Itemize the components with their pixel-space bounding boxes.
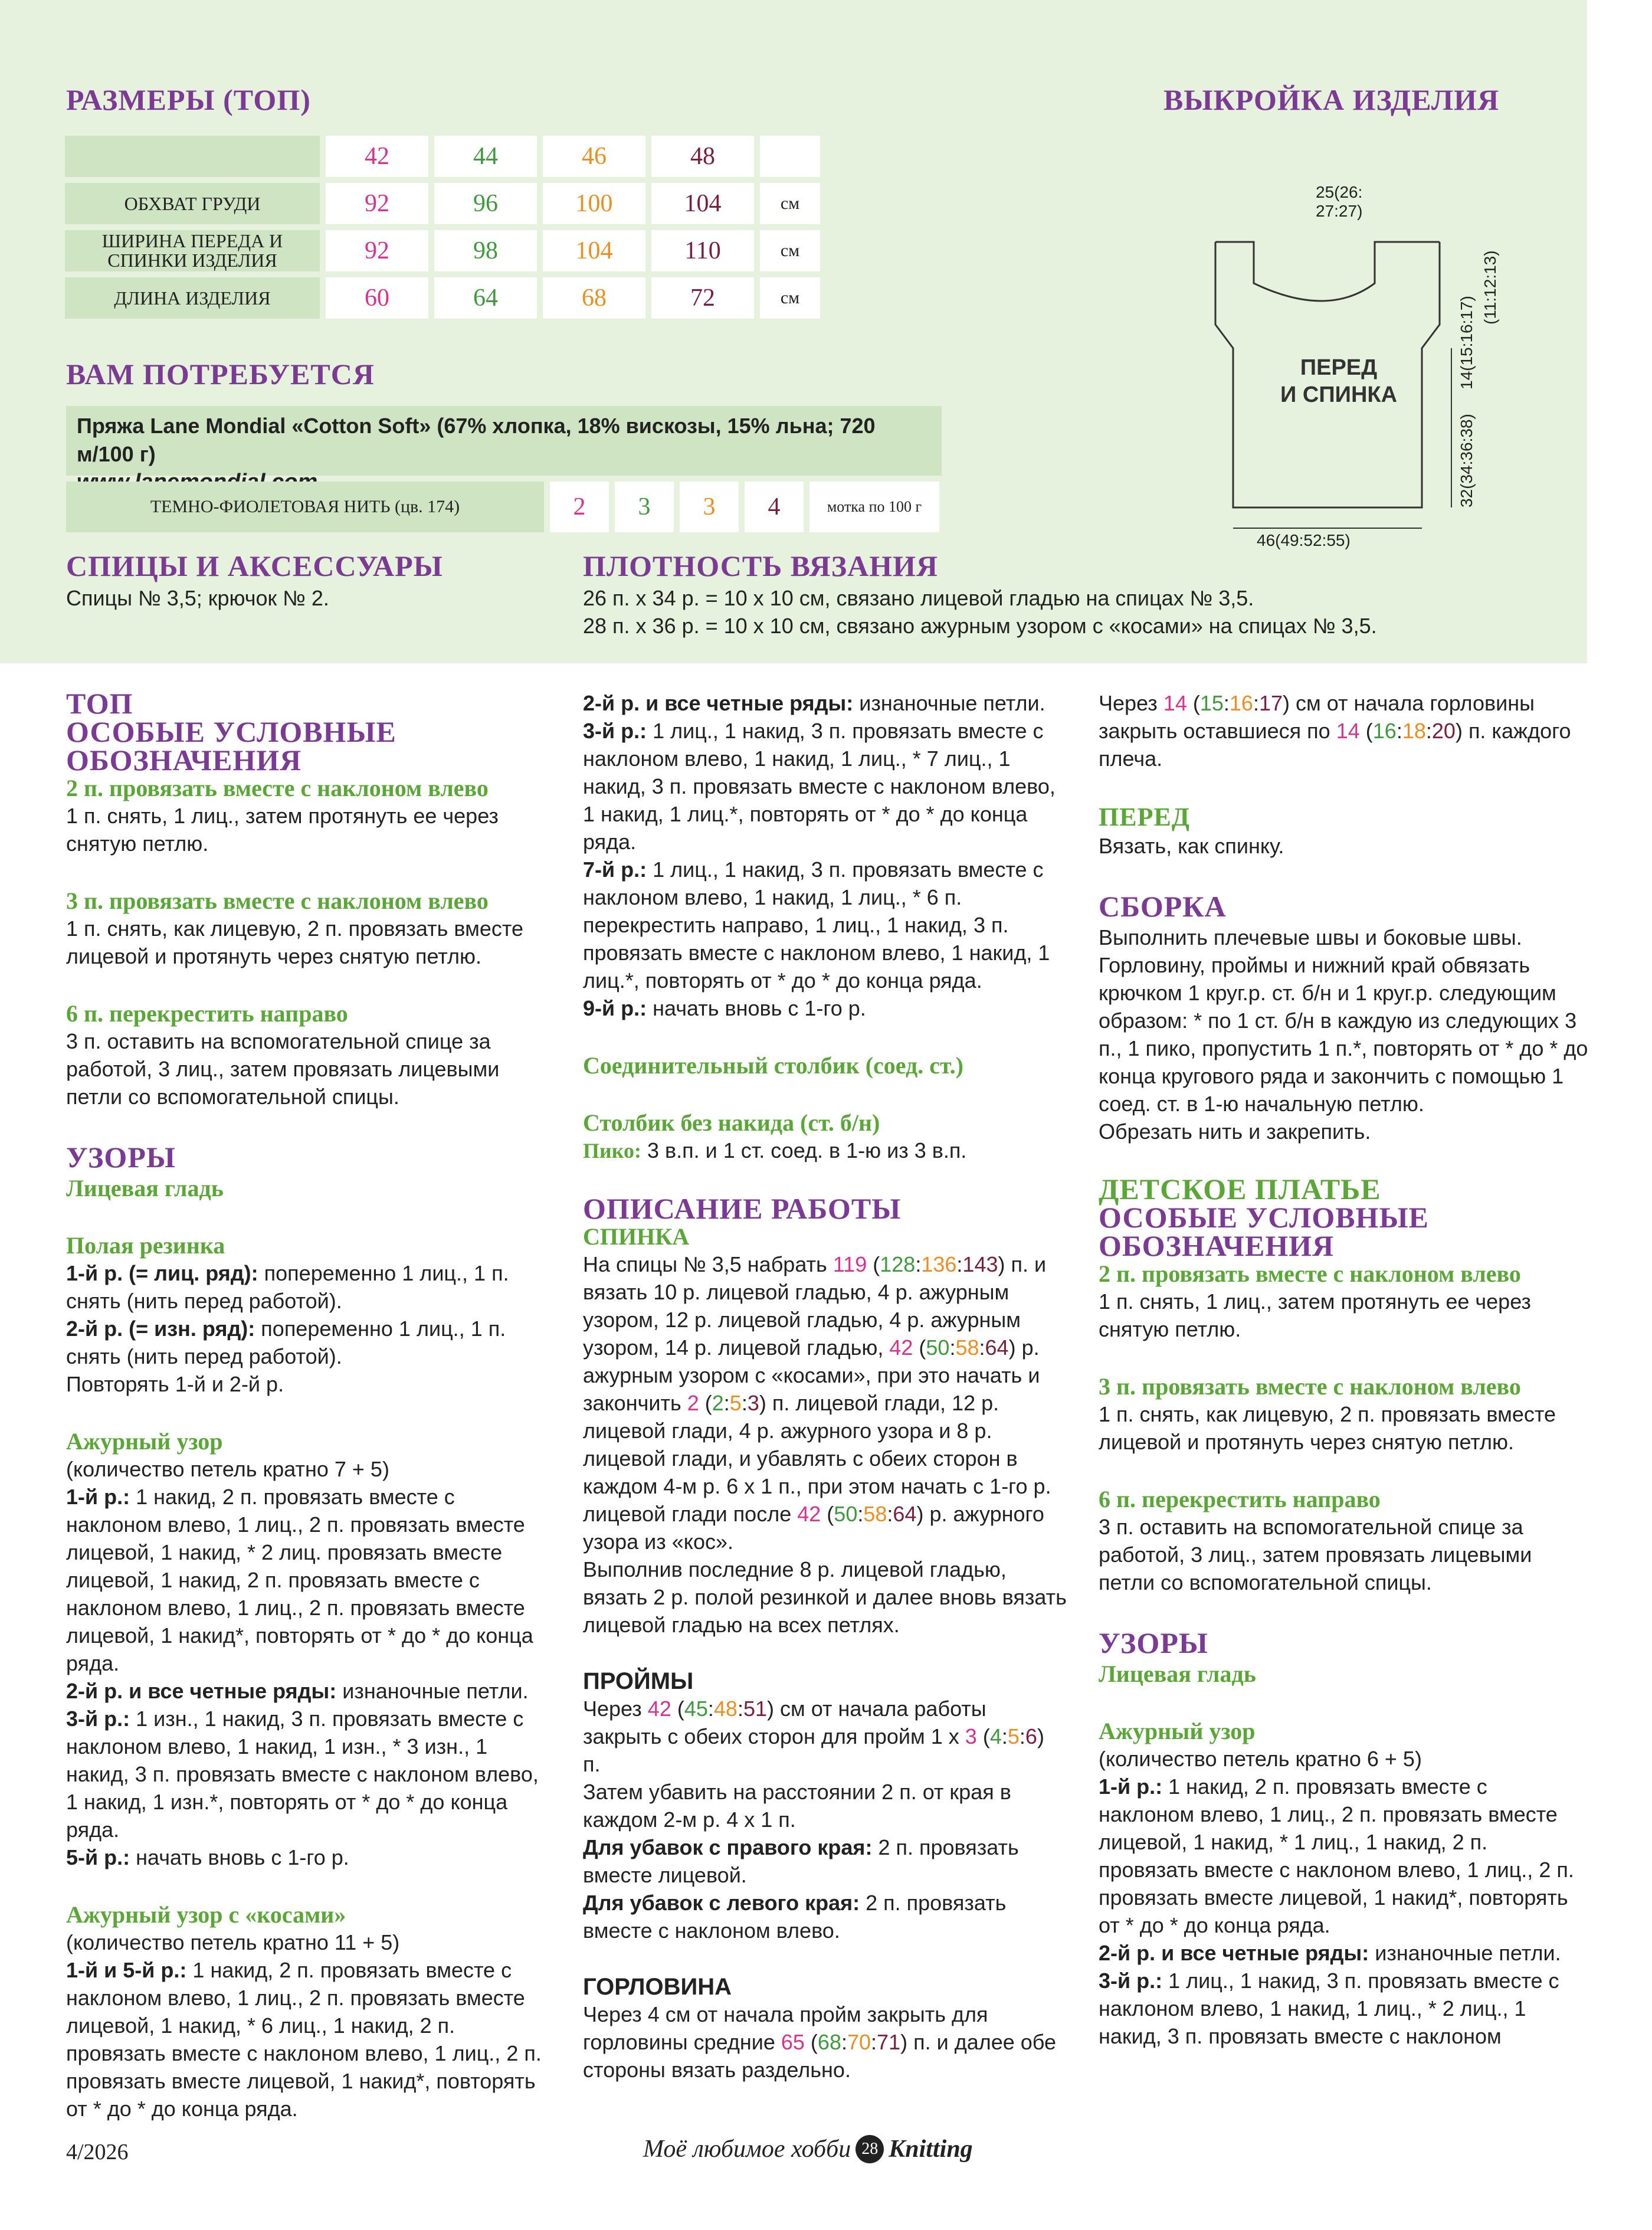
- k3tog-title-2: 3 п. провязать вместе с наклоном влево: [1099, 1373, 1521, 1400]
- c2-row-7-label: 7-й р.:: [583, 857, 647, 882]
- c2-row-9: [583, 994, 1067, 1022]
- thread-qty: 3: [615, 482, 674, 532]
- c2-row-3-text: 1 лиц., 1 накид, 3 п. провязать вместе с наклоном влево, 1 накид, 1 лиц., * 7 лиц., 1 накид, 3 п. провязать вместе с наклоном влево, 1 накид, 1 лиц.*, повторять от * до * до конца ряда.: [583, 719, 1056, 854]
- thread-qty: 2: [550, 482, 609, 532]
- stockinette-title: Лицевая гладь: [66, 1175, 224, 1201]
- size-header: 44: [434, 136, 537, 177]
- diagram-neck-height: 14(15:16:17): [1457, 296, 1476, 389]
- num: 64: [893, 1502, 917, 1526]
- work-title: ОПИСАНИЕ РАБОТЫ: [583, 1192, 902, 1225]
- page-number: 28: [856, 2135, 884, 2163]
- c2-row-9-text: начать вновь с 1-го р.: [653, 996, 866, 1020]
- lace-row-1: [66, 1483, 550, 1677]
- gauge-line: 28 п. х 36 р. = 10 х 10 см, связано ажурным узором с «косами» на спицах № 3,5.: [583, 614, 1377, 638]
- num: 143: [962, 1252, 998, 1276]
- unit-cell: см: [760, 183, 820, 224]
- sizes-title: РАЗМЕРЫ (ТОП): [66, 83, 311, 116]
- neck-text-2: п. и далее обе стороны вязать раздельно.: [583, 2030, 1057, 2082]
- diagram-neck: [1316, 183, 1362, 221]
- sizes-table: [59, 130, 826, 325]
- arm-left-text: 2 п. провязать вместе с наклоном влево.: [583, 1891, 1007, 1943]
- lace-title-2: Ажурный узор: [1099, 1718, 1256, 1744]
- assembly-text-2: Обрезать нить и закрепить.: [1099, 1119, 1371, 1144]
- lace-multiple-2: (количество петель кратно 6 + 5): [1099, 1747, 1422, 1771]
- legend-title-2: ОСОБЫЕ УСЛОВНЫЕ ОБОЗНАЧЕНИЯ: [1099, 1201, 1429, 1262]
- num: 14: [1336, 719, 1360, 743]
- c2-row-2-label: 2-й р. и все четные ряды:: [583, 691, 854, 715]
- patterns-title: УЗОРЫ: [66, 1141, 176, 1174]
- neck-text-1: Через 4 см от начала пройм закрыть для горловины средние: [583, 2002, 988, 2054]
- thread-row: [66, 482, 939, 532]
- back-text-2: п. и вязать 10 р. лицевой гладью, 4 р. ажурным узором, 12 р. лицевой гладью, 4 р. ажурным узором, 14 р. лицевой гладью,: [583, 1252, 1047, 1360]
- lace-multiple: (количество петель кратно 7 + 5): [66, 1457, 389, 1481]
- k2tog-text-2: 1 п. снять, 1 лиц., затем протянуть ее через снятую петлю.: [1099, 1289, 1531, 1341]
- rib-row-1-label: 1-й р. (= лиц. ряд):: [66, 1261, 258, 1285]
- num: 68: [817, 2030, 841, 2054]
- picot-text: 3 в.п. и 1 ст. соед. в 1-ю из 3 в.п.: [647, 1138, 967, 1163]
- lace-row-5: [66, 1843, 550, 1871]
- table-row: [65, 183, 820, 224]
- num: 51: [743, 1697, 768, 1721]
- cable-row-1: [66, 1956, 550, 2123]
- cell-value: 68: [543, 277, 645, 319]
- cell-value: 96: [434, 183, 537, 224]
- issue-number: 4/2026: [66, 2140, 129, 2164]
- num: 14: [1163, 691, 1187, 715]
- lace2-row-2: [1099, 1939, 1588, 1967]
- arm-text-3: п.: [583, 1752, 601, 1776]
- arm-left-label: Для убавок с левого края:: [583, 1891, 860, 1915]
- cell-value: 92: [326, 230, 428, 271]
- cable-title: Ажурный узор с «косами»: [66, 1901, 346, 1928]
- column-1: [66, 689, 550, 2123]
- arm-text: Через 42 (45:48:51) см от начала работы закрыть с обеих сторон для пройм 1 х 3 (4:5:6) п.: [583, 1697, 1044, 1776]
- num: 42: [889, 1335, 913, 1360]
- arm-right-text: 2 п. провязать вместе лицевой.: [583, 1835, 1019, 1887]
- back-title: СПИНКА: [583, 1223, 690, 1250]
- yarn-line: Пряжа Lane Mondial «Cotton Soft» (67% хлопка, 18% вискозы, 15% льна; 720 м/100 г): [77, 414, 876, 466]
- lace-title: Ажурный узор: [66, 1428, 223, 1455]
- k3tog-text: 1 п. снять, как лицевую, 2 п. провязать вместе лицевой и протянуть через снятую петлю.: [66, 916, 524, 968]
- unit-cell: см: [760, 230, 820, 271]
- rib-row-1: [66, 1259, 550, 1315]
- num: 3: [965, 1724, 977, 1748]
- arm-text-4: Затем убавить на расстоянии 2 п. от края в каждом 2-м р. 4 х 1 п.: [583, 1780, 1011, 1832]
- cross-text: 3 п. оставить на вспомогательной спице за работой, 3 лиц., затем провязать лицевыми петли со вспомогательной спицы.: [66, 1029, 500, 1109]
- num: 50: [834, 1502, 858, 1526]
- size-header: 42: [326, 136, 428, 177]
- k3tog-title: 3 п. провязать вместе с наклоном влево: [66, 888, 489, 914]
- arm-right-label: Для убавок с правого края:: [583, 1835, 873, 1859]
- neckline-outline: [1215, 242, 1440, 301]
- num: 58: [863, 1502, 887, 1526]
- table-row: [65, 230, 820, 271]
- num: 15: [1199, 691, 1224, 715]
- back-text-1: На спицы № 3,5 набрать: [583, 1252, 827, 1276]
- c2-row-7: [583, 856, 1067, 994]
- cell-value: 64: [434, 277, 537, 319]
- c2-row-9-label: 9-й р.:: [583, 996, 647, 1020]
- row-label: ОБХВАТ ГРУДИ: [65, 183, 320, 224]
- k3tog-text-2: 1 п. снять, как лицевую, 2 п. провязать вместе лицевой и протянуть через снятую петлю.: [1099, 1402, 1556, 1454]
- neck-title: ГОРЛОВИНА: [583, 1974, 732, 2000]
- c2-row-3-label: 3-й р.:: [583, 719, 647, 743]
- row-label: ДЛИНА ИЗДЕЛИЯ: [65, 277, 320, 319]
- num: 71: [877, 2030, 901, 2054]
- num: 45: [684, 1697, 708, 1721]
- pattern-diagram: [1198, 130, 1499, 549]
- size-header: 48: [651, 136, 754, 177]
- back-text-5: р. ажурного узора из «кос».: [583, 1502, 1044, 1554]
- lace-row-3-label: 3-й р.:: [66, 1707, 130, 1731]
- lace2-row-3-text: 1 лиц., 1 накид, 3 п. провязать вместе с наклоном влево, 1 накид, 1 лиц., * 2 лиц., 1 накид, 3 п. провязать вместе с наклоном: [1099, 1969, 1559, 2048]
- lace-row-3-text: 1 изн., 1 накид, 3 п. провязать вместе с наклоном влево, 1 накид, 1 изн., * 3 изн., 1 накид, 3 п. провязать вместе с наклоном влево, 1 накид, 1 изн.*, повторять от * до * до конца ряда.: [66, 1707, 539, 1842]
- picot: [583, 1137, 1067, 1165]
- cell-value: 104: [543, 230, 645, 271]
- num: 128: [880, 1252, 916, 1276]
- section-name: Knitting: [889, 2136, 973, 2163]
- neck-text: Через 4 см от начала пройм закрыть для горловины средние 65 (68:70:71) п. и далее обе стороны вязать раздельно.: [583, 2002, 1057, 2082]
- picot-label: Пико:: [583, 1139, 641, 1163]
- pattern-title: ВЫКРОЙКА ИЗДЕЛИЯ: [1163, 83, 1500, 116]
- back-text-3: р. ажурным узором с «косами», при это начать и закончить: [583, 1335, 1040, 1415]
- num: 42: [797, 1502, 821, 1526]
- neck-end-text: Через 14 (15:16:17) см от начала горловины закрыть оставшиеся по 14 (16:18:20) п. каждого плеча.: [1099, 691, 1571, 771]
- num: 17: [1258, 691, 1283, 715]
- lace2-row-3: [1099, 1967, 1588, 2050]
- unit-cell: см: [760, 277, 820, 319]
- front-text: Вязать, как спинку.: [1099, 834, 1284, 858]
- dress-title: ДЕТСКОЕ ПЛАТЬЕ: [1099, 1173, 1381, 1206]
- k2tog-text: 1 п. снять, 1 лиц., затем протянуть ее через снятую петлю.: [66, 804, 499, 856]
- num: 5: [729, 1391, 742, 1415]
- slst-title: Соединительный столбик (соед. ст.): [583, 1052, 963, 1079]
- cell-value: 60: [326, 277, 428, 319]
- arm-text-1: Через: [583, 1697, 642, 1721]
- cross-text-2: 3 п. оставить на вспомогательной спице за работой, 3 лиц., затем провязать лицевыми петли со вспомогательной спицы.: [1099, 1515, 1532, 1594]
- diagram-label-line: И СПИНКА: [1280, 382, 1398, 407]
- assembly-title: СБОРКА: [1099, 890, 1227, 923]
- k2tog-title: 2 п. провязать вместе с наклоном влево: [66, 775, 489, 801]
- text: см от начала горловины закрыть оставшиеся по: [1099, 691, 1535, 743]
- arm-title: ПРОЙМЫ: [583, 1668, 694, 1694]
- num: 4: [989, 1724, 1002, 1748]
- num: 58: [955, 1335, 979, 1360]
- needles-title: СПИЦЫ И АКСЕССУАРЫ: [66, 549, 443, 582]
- table-row: [65, 277, 820, 319]
- thread-unit: мотка по 100 г: [809, 482, 939, 532]
- cell-value: 92: [326, 183, 428, 224]
- rib-row-2-text: попеременно 1 лиц., 1 п. снять (нить перед работой).: [66, 1317, 506, 1368]
- lace-row-5-label: 5-й р.:: [66, 1845, 130, 1869]
- num: 16: [1372, 719, 1397, 743]
- arm-text-2: см от начала работы закрыть с обеих сторон для пройм 1 х: [583, 1697, 986, 1748]
- assembly-text: Выполнить плечевые швы и боковые швы. Горловину, проймы и нижний край обвязать крючком 1 круг.р. ст. б/н и 1 круг.р. следующим образом: * по 1 ст. б/н в каждую из следующих 3 п., 1 пико, пропустить 1 п.*, повторять от * до * до конца кругового ряда и закончить с помощью 1 соед. ст. в 1-ю начальную петлю.: [1099, 925, 1588, 1116]
- column-2: [583, 689, 1067, 2084]
- num: 5: [1007, 1724, 1020, 1748]
- diagram-arm-height: (11:12:13): [1481, 250, 1499, 325]
- sc-title: Столбик без накида (ст. б/н): [583, 1109, 880, 1136]
- lace-row-5-text: начать вновь с 1-го р.: [136, 1845, 349, 1869]
- need-title: ВАМ ПОТРЕБУЕТСЯ: [66, 358, 375, 391]
- unit-header: [760, 136, 820, 177]
- cable-multiple: (количество петель кратно 11 + 5): [66, 1930, 400, 1954]
- num: 2: [712, 1391, 724, 1415]
- lace-row-2-text: изнаночные петли.: [342, 1679, 529, 1703]
- patterns-title-2: УЗОРЫ: [1099, 1626, 1208, 1659]
- num: 48: [713, 1697, 738, 1721]
- num: 70: [847, 2030, 871, 2054]
- legend-title: ОСОБЫЕ УСЛОВНЫЕ ОБОЗНАЧЕНИЯ: [66, 715, 396, 777]
- k2tog-title-2: 2 п. провязать вместе с наклоном влево: [1099, 1260, 1521, 1287]
- back-text: На спицы № 3,5 набрать 119 (128:136:143) п. и вязать 10 р. лицевой гладью, 4 р. ажурным узором, 12 р. лицевой гладью, 4 р. ажурным узором, 14 р. лицевой гладью, 42 (50:58:64) р. ажурным узором с «косами», при это начать и закончить 2 (2:5:3) п. лицевой глади, 12 р. лицевой глади, 4 р. ажурного узора и 8 р. лицевой глади, и убавлять с обеих сторон в каждом 4-м р. 6 х 1 п., при этом начать с 1-го р. лицевой глади после 42 (50:58:64) р. ажурного узора из «кос».: [583, 1252, 1051, 1554]
- lace2-row-2-text: изнаночные петли.: [1375, 1941, 1561, 1965]
- lace2-row-3-label: 3-й р.:: [1099, 1969, 1163, 1993]
- cell-value: 98: [434, 230, 537, 271]
- num: 3: [747, 1391, 759, 1415]
- cell-value: 110: [651, 230, 754, 271]
- yarn-box: [66, 406, 942, 476]
- num: 50: [926, 1335, 950, 1360]
- arm-right: [583, 1833, 1067, 1889]
- top-title: ТОП: [66, 687, 133, 720]
- lace-row-1-label: 1-й р.:: [66, 1485, 130, 1509]
- diagram-label: [1280, 354, 1397, 408]
- num: 6: [1025, 1724, 1037, 1748]
- cable-row-1-label: 1-й и 5-й р.:: [66, 1958, 187, 1982]
- cell-value: 100: [543, 183, 645, 224]
- rib-repeat: Повторять 1-й и 2-й р.: [66, 1372, 284, 1396]
- num: 119: [832, 1252, 867, 1276]
- num: 65: [781, 2030, 805, 2054]
- diagram-neck-line: 25(26:: [1316, 183, 1363, 201]
- num: 136: [921, 1252, 957, 1276]
- lace2-row-1-label: 1-й р.:: [1099, 1774, 1163, 1799]
- thread-qty: 4: [745, 482, 804, 532]
- num: 16: [1229, 691, 1253, 715]
- cross-title: 6 п. перекрестить направо: [66, 1000, 348, 1027]
- size-header-row: [65, 136, 820, 177]
- cell-value: 72: [651, 277, 754, 319]
- arm-left: [583, 1889, 1067, 1944]
- cell-value: 104: [651, 183, 754, 224]
- magazine-name: Моё любимое хобби: [643, 2136, 851, 2163]
- text: п. каждого плеча.: [1099, 719, 1571, 771]
- num: 20: [1431, 719, 1456, 743]
- lace2-row-2-label: 2-й р. и все четные ряды:: [1099, 1941, 1369, 1965]
- num: 2: [687, 1391, 699, 1415]
- corner-cell: [65, 136, 320, 177]
- row-label: ШИРИНА ПЕРЕДА И СПИНКИ ИЗДЕЛИЯ: [65, 230, 320, 271]
- cross-title-2: 6 п. перекрестить направо: [1099, 1486, 1381, 1512]
- diagram-height: 32(34:36:38): [1457, 414, 1476, 507]
- column-3: [1099, 689, 1588, 2050]
- rib-row-2: [66, 1315, 550, 1370]
- rib-row-2-label: 2-й р. (= изн. ряд):: [66, 1317, 255, 1341]
- footer-brand: [643, 2135, 973, 2163]
- lace-row-2: [66, 1677, 550, 1705]
- thread-qty: 3: [680, 482, 739, 532]
- stockinette-title-2: Лицевая гладь: [1099, 1661, 1256, 1687]
- c2-row-2-text: изнаночные петли.: [859, 691, 1045, 715]
- c2-row-7-text: 1 лиц., 1 накид, 3 п. провязать вместе с наклоном влево, 1 накид, 1 лиц., * 6 п. перекрестить направо, 1 лиц., 1 накид, 3 п. провязать вместе с наклоном влево, 1 накид, 1 лиц.*, повторять от * до * до конца ряда.: [583, 857, 1050, 993]
- diagram-label-line: ПЕРЕД: [1300, 355, 1378, 380]
- lace-row-1-text: 1 накид, 2 п. провязать вместе с наклоном влево, 1 лиц., 2 п. провязать вместе лицевой, 1 накид, * 2 лиц. провязать вместе лицевой, 1 накид, 2 п. провязать вместе с наклоном влево, 1 лиц., 2 п. провязать вместе лицевой, 1 накид*, повторять от * до * до конца ряда.: [66, 1485, 533, 1675]
- lace2-row-1-text: 1 накид, 2 п. провязать вместе с наклоном влево, 1 лиц., 2 п. провязать вместе лицевой, 1 накид, * 1 лиц., 1 накид, 2 п. провязать вместе с наклоном влево, 1 лиц., 2 п. провязать вместе лицевой, 1 накид*, повторять от * до * до конца ряда.: [1099, 1774, 1574, 1937]
- thread-label: ТЕМНО-ФИОЛЕТОВАЯ НИТЬ (цв. 174): [66, 482, 544, 532]
- gauge-title: ПЛОТНОСТЬ ВЯЗАНИЯ: [583, 549, 939, 582]
- rib-title: Полая резинка: [66, 1232, 225, 1259]
- diagram-width: 46(49:52:55): [1257, 531, 1351, 549]
- diagram-neck-line: 27:27): [1316, 202, 1363, 220]
- c2-row-2: [583, 689, 1067, 717]
- num: 42: [647, 1697, 671, 1721]
- num: 64: [985, 1335, 1009, 1360]
- size-header: 46: [543, 136, 645, 177]
- lace-row-3: [66, 1705, 550, 1843]
- num: 18: [1402, 719, 1426, 743]
- c2-row-3: [583, 717, 1067, 856]
- cable-row-1-text: 1 накид, 2 п. провязать вместе с наклоном влево, 1 лиц., 2 п. провязать вместе лицевой, 1 накид, * 6 лиц., 1 накид, 2 п. провязать вместе с наклоном влево, 1 лиц., 2 п. провязать вместе лицевой, 1 накид*, повторять от * до * до конца ряда.: [66, 1958, 542, 2121]
- lace2-row-1: [1099, 1773, 1588, 1939]
- needles-text: Спицы № 3,5; крючок № 2.: [66, 586, 329, 610]
- back-text-6: Выполнив последние 8 р. лицевой гладью, вязать 2 р. полой резинкой и далее вновь вязать лицевой гладью на всех петлях.: [583, 1557, 1067, 1637]
- front-title: ПЕРЕД: [1099, 803, 1191, 831]
- rib-row-1-text: попеременно 1 лиц., 1 п. снять (нить перед работой).: [66, 1261, 509, 1313]
- lace-row-2-label: 2-й р. и все четные ряды:: [66, 1679, 337, 1703]
- text: Через: [1099, 691, 1158, 715]
- back-text-4: п. лицевой глади, 12 р. лицевой глади, 4 р. ажурного узора и 8 р. лицевой глади, и убавлять с обеих сторон в каждом 4-м р. 6 х 1 п., при этом начать с 1-го р. лицевой глади после: [583, 1391, 1051, 1526]
- gauge-line: 26 п. х 34 р. = 10 х 10 см, связано лицевой гладью на спицах № 3,5.: [583, 586, 1254, 610]
